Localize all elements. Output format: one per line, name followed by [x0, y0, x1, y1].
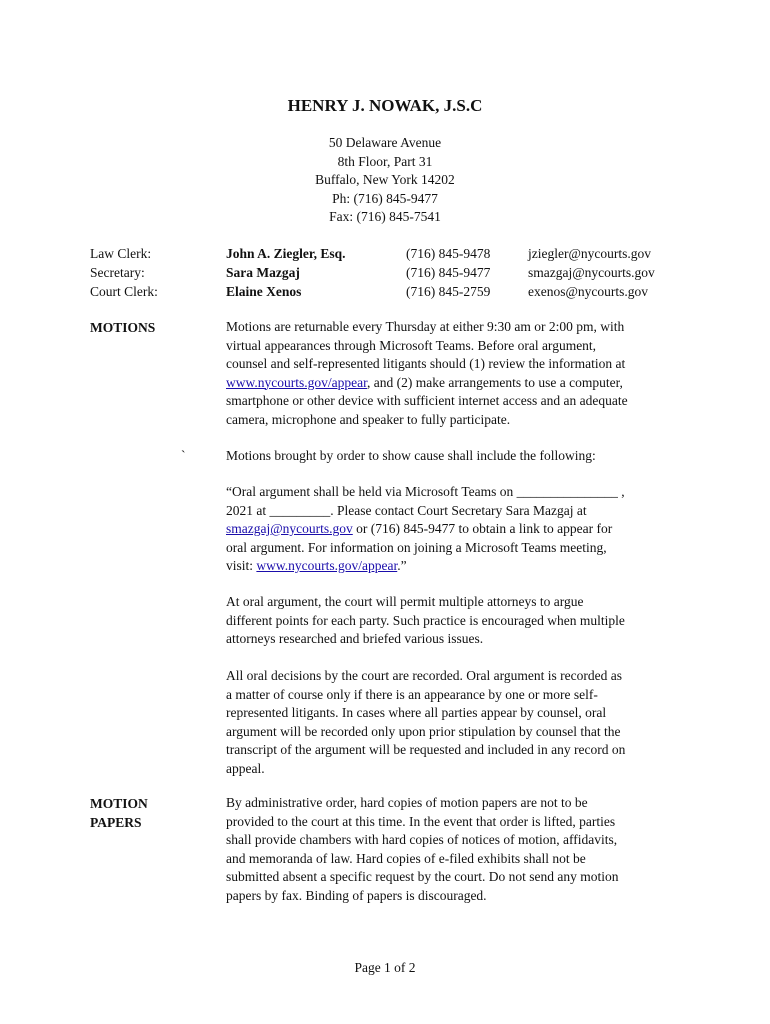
motion-papers-paragraph: By administrative order, hard copies of motion papers are not to be provided to the court at this time. In the event that order is lifted, parties shall provide chambers with hard copies of notices of motion, affidavits, and memoranda of law. Hard copies of e-filed exhibits shall not be submitted absent a specific request by the court. Do not send any motion papers by fax. Binding of papers is discouraged. [226, 795, 619, 903]
motion-papers-heading: MOTION PAPERS [90, 796, 148, 830]
staff-role: Court Clerk: [90, 284, 158, 299]
staff-email: smazgaj@nycourts.gov [528, 265, 655, 280]
motions-heading: MOTIONS [90, 320, 156, 335]
staff-email: jziegler@nycourts.gov [528, 246, 652, 261]
staff-name: Elaine Xenos [226, 284, 302, 299]
staff-phone: (716) 845-2759 [406, 284, 491, 299]
nycourts-appear-link[interactable]: www.nycourts.gov/appear [256, 558, 398, 573]
page-number: Page 1 of 2 [354, 960, 416, 975]
oral-decisions-paragraph: All oral decisions by the court are recorded. Oral argument is recorded as a matter of course only if there is an appearance by one or more self- represented litigants. In cases where all parties appear by counsel, oral argument will be recorded only upon prior stipulation by counsel that the transcript of the argument will be requested and included in any record on appeal. [226, 668, 626, 776]
phone-line: Ph: (716) 845-9477 [332, 190, 438, 206]
address-line: 50 Delaware Avenue [328, 135, 442, 150]
staff-email: exenos@nycourts.gov [528, 284, 649, 299]
staff-name: Sara Mazgaj [226, 265, 300, 280]
order-to-show-cause-paragraph: Motions brought by order to show cause shall include the following: [226, 448, 596, 463]
fax-line: Fax: (716) 845-7541 [329, 209, 441, 224]
nycourts-appear-link[interactable]: www.nycourts.gov/appear [226, 374, 368, 390]
staff-role: Secretary: [90, 265, 145, 280]
staff-phone: (716) 845-9477 [406, 265, 491, 280]
address-line: Buffalo, New York 14202 [315, 172, 455, 187]
stray-backtick-mark: ` [181, 448, 186, 463]
staff-name: John A. Ziegler, Esq. [226, 246, 346, 261]
judge-title: HENRY J. NOWAK, J.S.C [287, 96, 483, 115]
oral-argument-quote-paragraph: “Oral argument shall be held via Microsoft Teams on _______________ , 2021 at _________. Please contact Court Secretary Sara Mazgaj at smazgaj@nycourts.gov or (716) 845-9477 to obtain a link to appear for oral argument. For information on joining a Microsoft Teams meeting, visit: www.nycourts.gov/appear.” [226, 484, 625, 573]
motions-returnable-paragraph: Motions are returnable every Thursday at either 9:30 am or 2:00 pm, with virtual appearances through Microsoft Teams. Before oral argument, counsel and self-represented litigants should (1) review the information at www.nycourts.gov/appear, and (2) make arrangements to use a computer, smartphone or other device with sufficient internet access and an adequate camera, microphone and speaker to fully participate. [226, 319, 628, 427]
staff-role: Law Clerk: [90, 246, 152, 261]
address-line: 8th Floor, Part 31 [337, 153, 433, 169]
staff-phone: (716) 845-9478 [406, 246, 491, 261]
secretary-email-link[interactable]: smazgaj@nycourts.gov [226, 521, 353, 536]
chambers-address [0, 134, 770, 227]
multiple-attorneys-paragraph: At oral argument, the court will permit multiple attorneys to argue different points for each party. Such practice is encouraged when multiple attorneys researched and briefed various issues. [226, 594, 625, 646]
